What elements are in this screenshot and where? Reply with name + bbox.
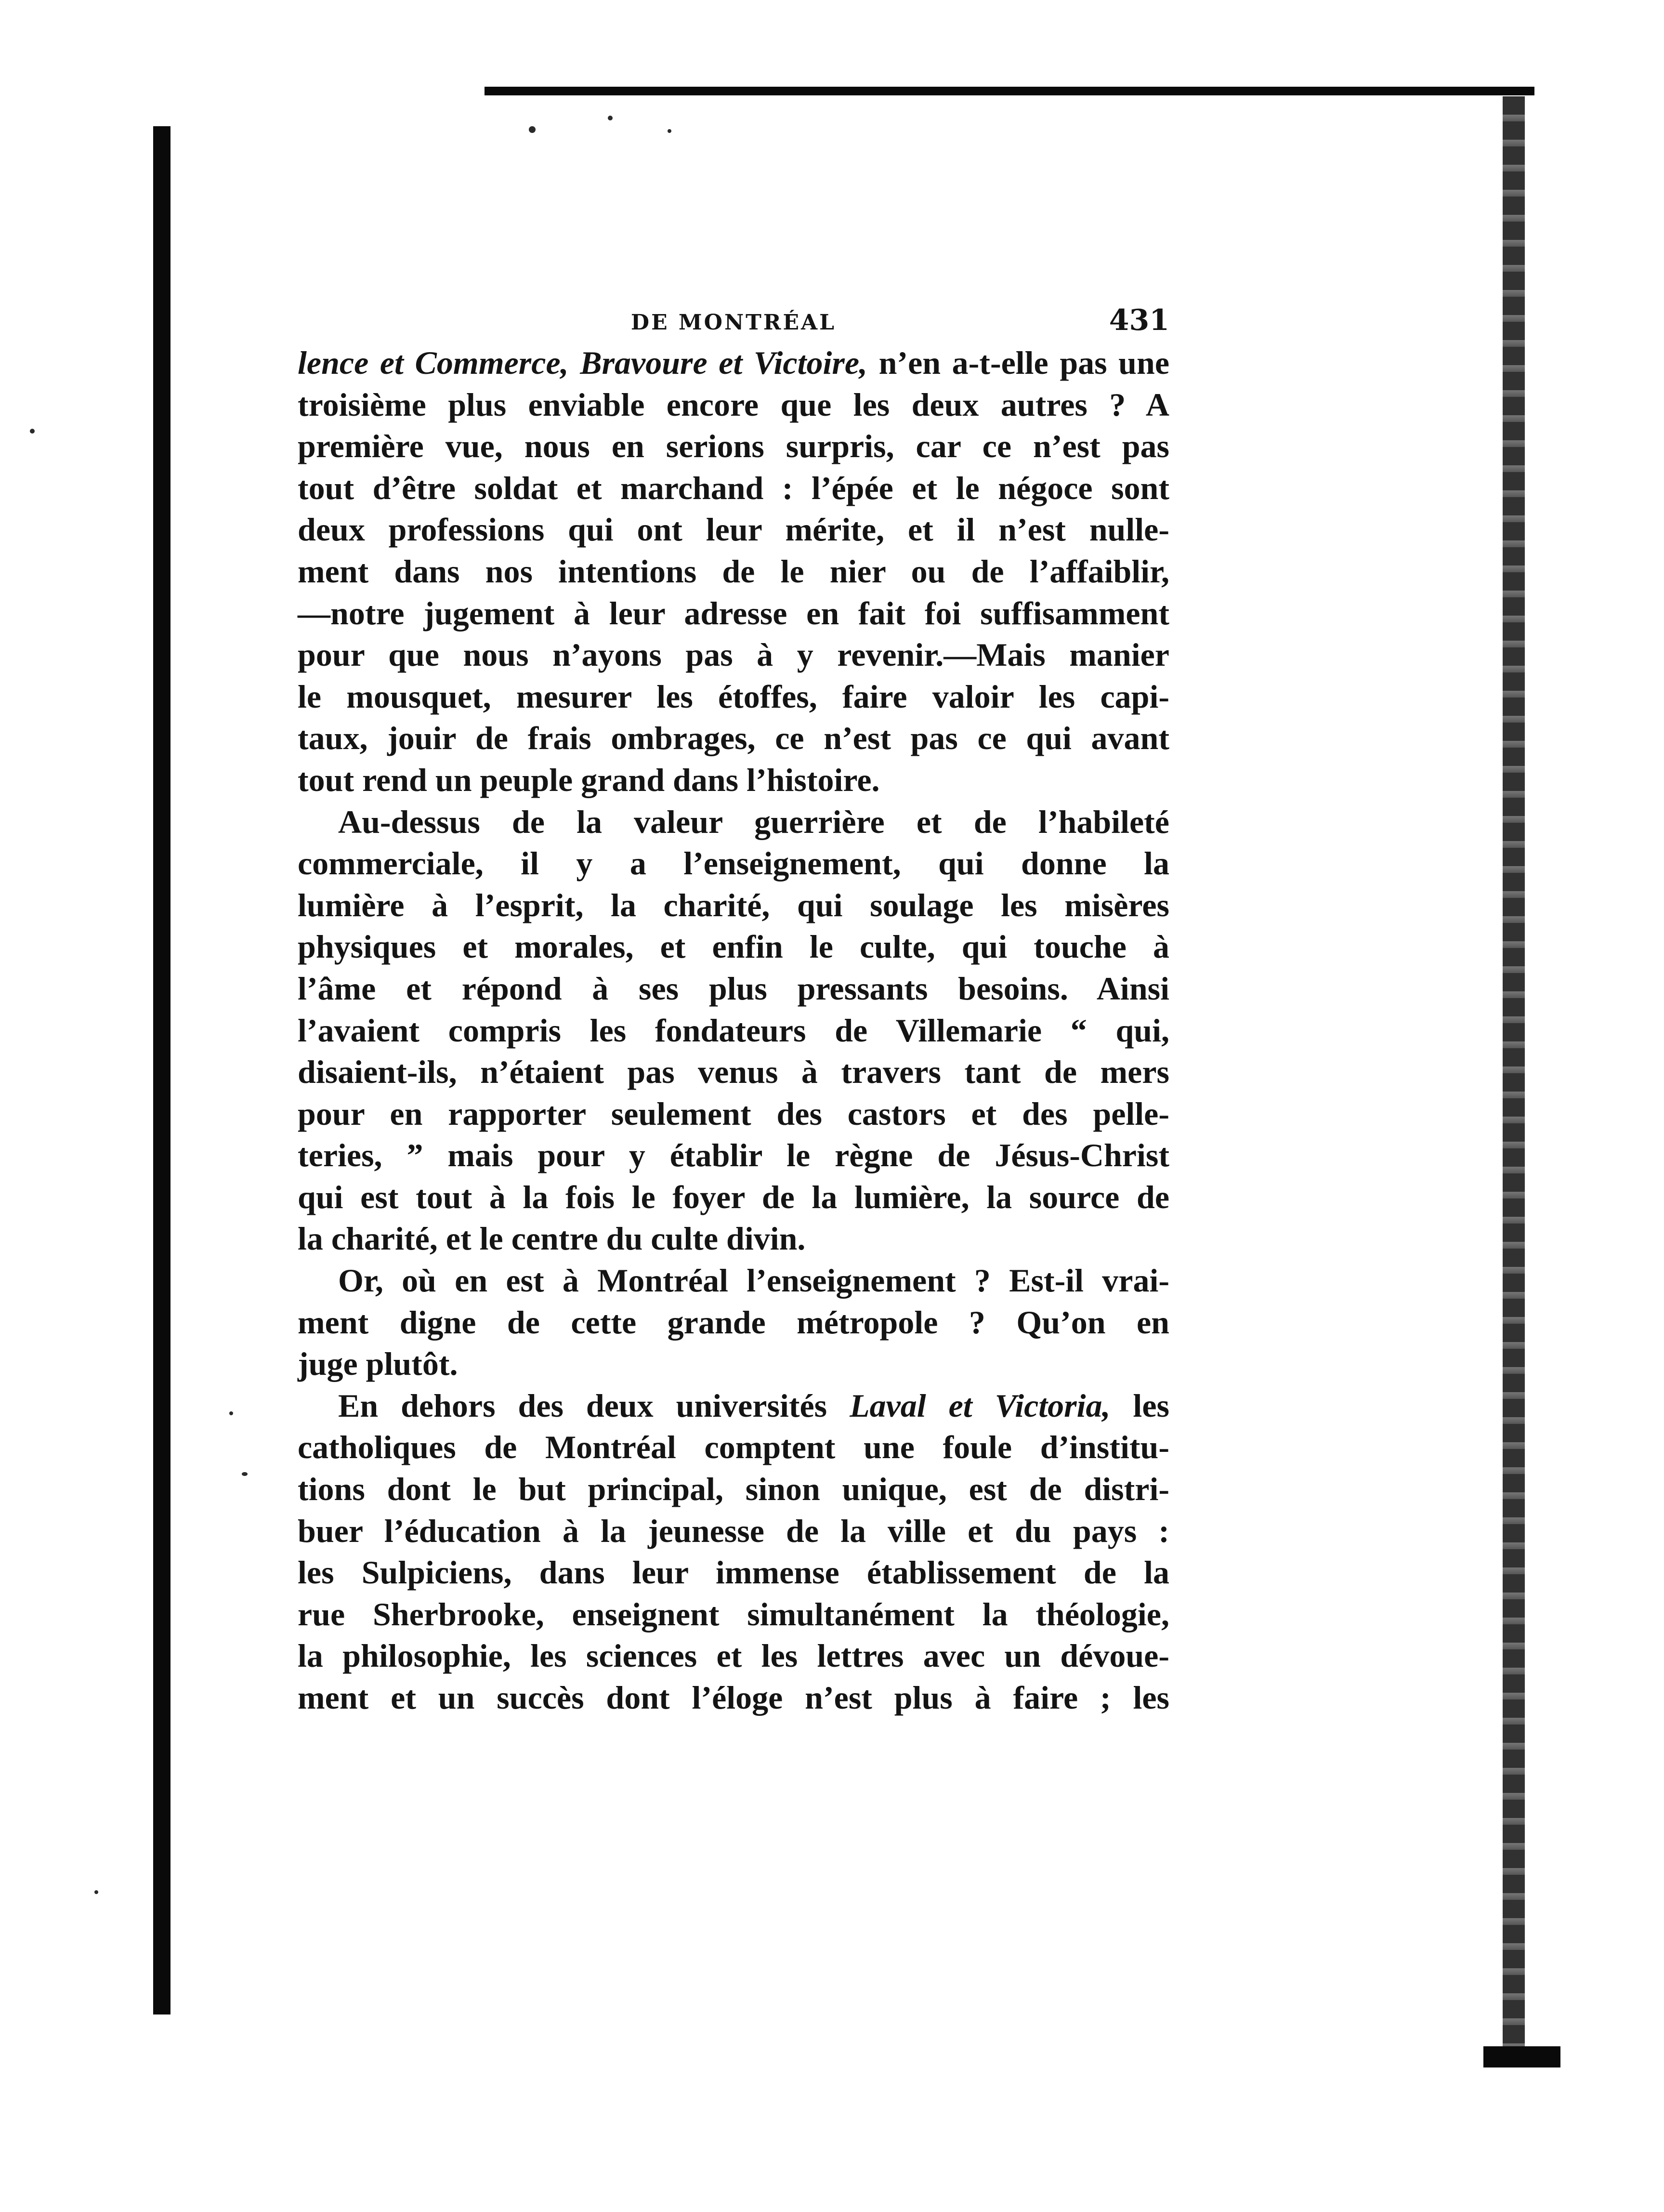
text-line xyxy=(298,1134,1169,1176)
text-line xyxy=(298,1343,1169,1385)
italic-run: Laval et Victoria, xyxy=(850,1387,1111,1424)
text-line xyxy=(298,1218,1169,1260)
text-line xyxy=(298,1510,1169,1552)
scan-speck xyxy=(608,116,613,120)
running-header xyxy=(298,303,1169,342)
text-run: buer l’éducation à la jeunesse de la ville et du pays : xyxy=(298,1512,1169,1549)
scan-border-top xyxy=(485,87,1534,95)
text-run: tions dont le but principal, sinon unique, est de distri- xyxy=(298,1471,1169,1508)
scan-speck xyxy=(94,1890,98,1894)
text-run: deux professions qui ont leur mérite, et il n’est nulle- xyxy=(298,511,1169,548)
text-line xyxy=(298,1426,1169,1468)
text-run: physiques et morales, et enfin le culte, qui touche à xyxy=(298,928,1169,965)
text-line xyxy=(298,1176,1169,1218)
text-line xyxy=(298,926,1169,968)
running-title: DE MONTRÉAL xyxy=(630,310,837,335)
text-run: Or, où en est à Montréal l’enseignement ? Est-il vrai- xyxy=(338,1262,1169,1299)
scan-speck xyxy=(242,1472,248,1476)
text-line xyxy=(298,1093,1169,1135)
scan-border-right xyxy=(1503,96,1525,2052)
text-line xyxy=(298,1302,1169,1343)
text-run: Au-dessus de la valeur guerrière et de l’habileté xyxy=(338,803,1169,840)
text-line xyxy=(298,467,1169,509)
text-run: commerciale, il y a l’enseignement, qui donne la xyxy=(298,845,1169,882)
text-run: tout rend un peuple grand dans l’histoire. xyxy=(298,761,880,798)
text-line xyxy=(298,509,1169,551)
body-text xyxy=(298,342,1169,1719)
text-line xyxy=(298,1593,1169,1635)
text-run: catholiques de Montréal comptent une foule d’institu- xyxy=(298,1429,1169,1466)
scan-speck xyxy=(229,1411,233,1415)
text-run: les xyxy=(1110,1387,1169,1424)
text-run: disaient-ils, n’étaient pas venus à travers tant de mers xyxy=(298,1053,1169,1091)
text-run: En dehors des deux universités xyxy=(338,1387,850,1424)
text-run: ment et un succès dont l’éloge n’est plus à faire ; les xyxy=(298,1679,1169,1716)
text-line xyxy=(298,425,1169,467)
text-run: tout d’être soldat et marchand : l’épée et le négoce sont xyxy=(298,469,1169,506)
text-run: pour que nous n’ayons pas à y revenir.—Mais manier xyxy=(298,636,1169,673)
scan-border-bottom xyxy=(1483,2046,1560,2067)
text-line xyxy=(298,717,1169,759)
text-line xyxy=(298,551,1169,592)
text-run: les Sulpiciens, dans leur immense établissement de la xyxy=(298,1554,1169,1591)
text-run: ment dans nos intentions de le nier ou de l’affaiblir, xyxy=(298,553,1169,590)
text-run: première vue, nous en serions surpris, car ce n’est pas xyxy=(298,428,1169,465)
text-run: —notre jugement à leur adresse en fait foi suffisamment xyxy=(298,594,1169,632)
text-run: pour en rapporter seulement des castors et des pelle- xyxy=(298,1095,1169,1132)
book-page xyxy=(298,303,1169,1719)
text-run: la charité, et le centre du culte divin. xyxy=(298,1220,806,1257)
text-line xyxy=(298,1051,1169,1093)
text-run: taux, jouir de frais ombrages, ce n’est pas ce qui avant xyxy=(298,720,1169,757)
text-run: teries, ” mais pour y établir le règne de Jésus-Christ xyxy=(298,1137,1169,1174)
text-run: rue Sherbrooke, enseignent simultanément la théologie, xyxy=(298,1595,1169,1633)
text-run: la philosophie, les sciences et les lettres avec un dévoue- xyxy=(298,1637,1169,1674)
text-line xyxy=(298,1635,1169,1677)
text-run: juge plutôt. xyxy=(298,1345,458,1382)
text-line xyxy=(298,592,1169,634)
text-line xyxy=(298,801,1169,843)
text-line xyxy=(298,634,1169,676)
text-line xyxy=(298,1385,1169,1427)
text-run: ment digne de cette grande métropole ? Qu’on en xyxy=(298,1304,1169,1341)
text-line xyxy=(298,1010,1169,1052)
scan-border-left xyxy=(153,126,170,2014)
text-line xyxy=(298,384,1169,426)
text-line xyxy=(298,1468,1169,1510)
text-line xyxy=(298,843,1169,884)
text-line xyxy=(298,968,1169,1010)
text-line xyxy=(298,759,1169,801)
page-number: 431 xyxy=(1109,303,1169,337)
italic-run: lence et Commerce, Bravoure et Victoire, xyxy=(298,344,868,381)
text-line xyxy=(298,676,1169,718)
text-line xyxy=(298,342,1169,384)
text-run: l’âme et répond à ses plus pressants besoins. Ainsi xyxy=(298,970,1169,1007)
text-line xyxy=(298,1677,1169,1719)
text-run: n’en a-t-elle pas une xyxy=(867,344,1169,381)
text-line xyxy=(298,884,1169,926)
text-run: qui est tout à la fois le foyer de la lumière, la source de xyxy=(298,1178,1169,1215)
text-line xyxy=(298,1260,1169,1302)
text-line xyxy=(298,1552,1169,1593)
text-run: troisième plus enviable encore que les deux autres ? A xyxy=(298,386,1169,423)
scan-speck xyxy=(30,429,35,434)
text-run: lumière à l’esprit, la charité, qui soulage les misères xyxy=(298,886,1169,923)
text-run: l’avaient compris les fondateurs de Villemarie “ qui, xyxy=(298,1012,1169,1049)
scan-speck xyxy=(529,126,536,133)
text-run: le mousquet, mesurer les étoffes, faire valoir les capi- xyxy=(298,678,1169,715)
scan-speck xyxy=(668,129,671,133)
